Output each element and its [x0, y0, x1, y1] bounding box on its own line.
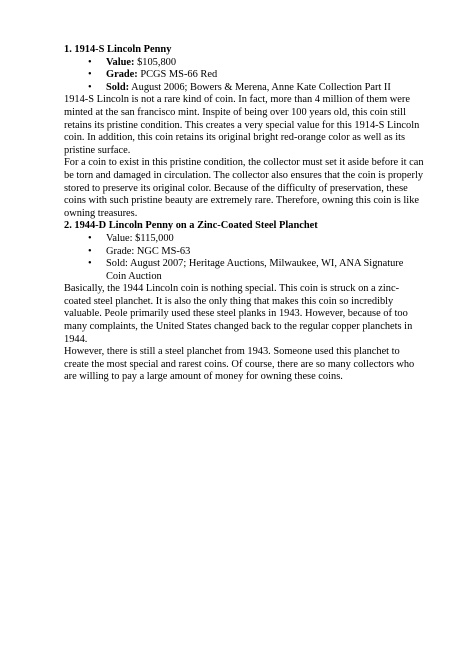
section-heading: 2. 1944-D Lincoln Penny on a Zinc-Coated Steel Planchet — [64, 220, 318, 232]
bullet-label: Grade: — [106, 69, 138, 81]
bullet-value: Sold: August 2007; Heritage Auctions, Milwaukee, WI, ANA Signature Coin Auction — [106, 258, 404, 282]
bullet-item-sold — [64, 82, 426, 95]
bullet-list — [64, 57, 426, 95]
bullet-icon: • — [88, 56, 92, 68]
section-1914-s — [64, 44, 426, 220]
body-paragraph: For a coin to exist in this pristine condition, the collector must set it aside before it can be torn and damaged in circulation. The collector also ensures that the coin is properly stored to preserve its original color. Because of the difficulty of preservation, these coins with such pristine beauty are extremely rare. Therefore, owning this coin is like owning treasures. — [64, 157, 424, 219]
document-page — [64, 44, 426, 384]
body-paragraph: 1914-S Lincoln is not a rare kind of coin. In fact, more than 4 million of them were minted at the san francisco mint. Inspite of being over 100 years old, this coin still retains its pristine condition. This creates a very special value for this 1914-S Lincoln coin. In addition, this coin retains its original bright red-orange color as well as its pristine surface. — [64, 94, 420, 156]
section-heading: 1. 1914-S Lincoln Penny — [64, 44, 172, 55]
bullet-icon: • — [88, 69, 92, 81]
bullet-item-value — [64, 57, 426, 70]
bullet-value: Grade: NGC MS-63 — [106, 245, 191, 257]
bullet-item-sold — [64, 258, 426, 283]
bullet-item-value — [64, 233, 426, 246]
bullet-value: $105,800 — [134, 56, 177, 68]
bullet-item-grade — [64, 69, 426, 82]
bullet-item-grade — [64, 246, 426, 259]
bullet-value: August 2006; Bowers & Merena, Anne Kate Collection Part II — [129, 81, 391, 93]
bullet-value: Value: $115,000 — [106, 232, 174, 244]
bullet-label: Value: — [106, 56, 135, 68]
body-paragraph: Basically, the 1944 Lincoln coin is nothing special. This coin is struck on a zinc-coated steel planchet. It is also the only thing that makes this coin so incredibly valuable. Peole primarily used these steel planks in 1943. However, because of too many complaints, the United States changed back to the regular copper planchets in 1944. — [64, 283, 413, 345]
bullet-icon: • — [88, 258, 92, 270]
bullet-icon: • — [88, 81, 92, 93]
bullet-icon: • — [88, 245, 92, 257]
bullet-list — [64, 233, 426, 283]
bullet-icon: • — [88, 232, 92, 244]
bullet-value: PCGS MS-66 Red — [137, 69, 218, 81]
body-paragraph: However, there is still a steel planchet from 1943. Someone used this planchet to create the most special and rarest coins. Of course, there are so many collectors who are willing to pay a large amount of money for owning these coins. — [64, 346, 415, 383]
section-1944-d — [64, 220, 426, 384]
bullet-label: Sold: — [106, 81, 130, 93]
